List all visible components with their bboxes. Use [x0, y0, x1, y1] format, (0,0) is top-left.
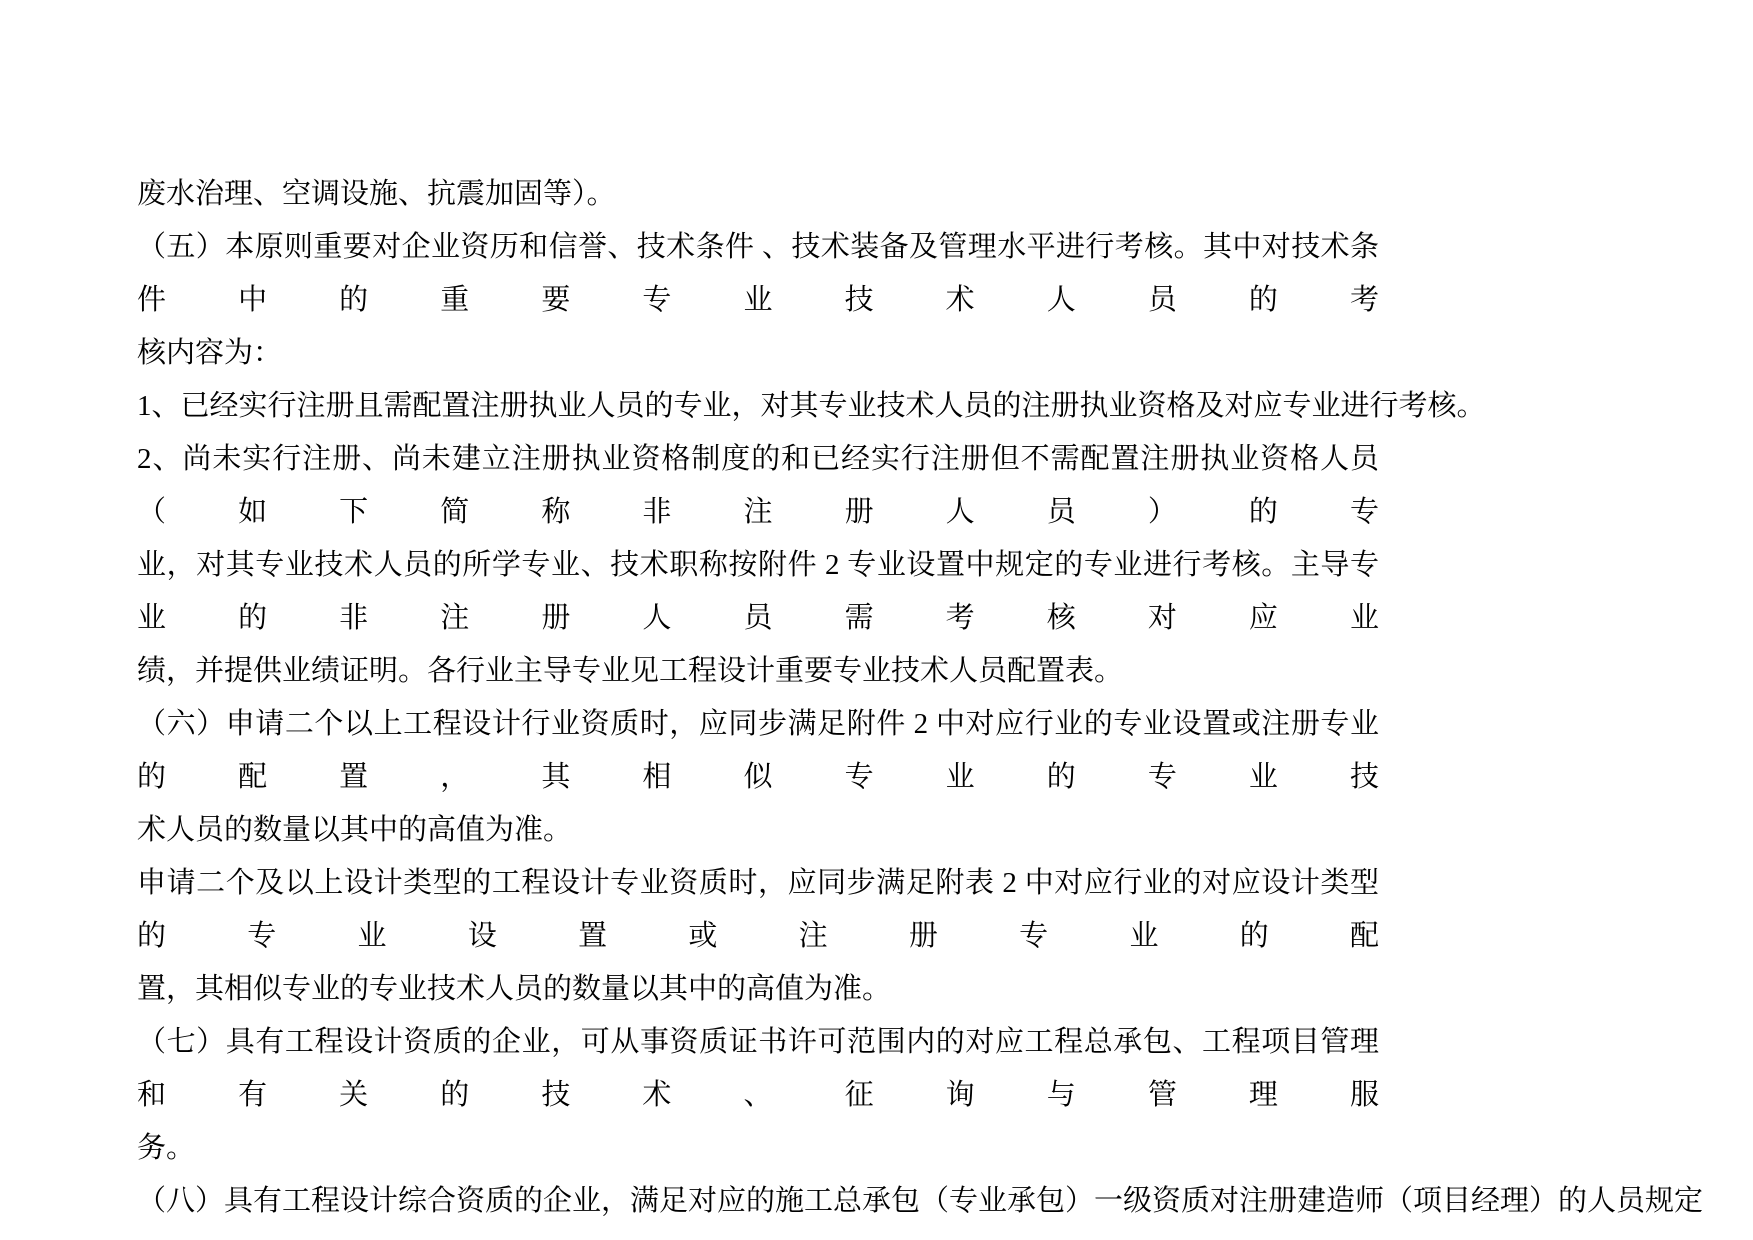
text-line: 核内容为：: [137, 337, 283, 369]
text-line: （八）具有工程设计综合资质的企业，满足对应的施工总承包（专业承包）一级资质对注册建造师（项目经理）的人员规定: [137, 1185, 1704, 1217]
text-line: 废水治理、空调设施、抗震加固等）。: [137, 178, 616, 210]
text-line: 置，其相似专业的专业技术人员的数量以其中的高值为准。: [137, 973, 892, 1005]
text-line: 绩，并提供业绩证明。各行业主导专业见工程设计重要专业技术人员配置表。: [137, 655, 1124, 687]
document-body: [137, 168, 1704, 1228]
text-line: （六）申请二个以上工程设计行业资质时，应同步满足附件 2 中对应行业的专业设置或注册专业的配置，其相似专业的专业技: [137, 708, 1379, 793]
text-line: 务。: [137, 1132, 196, 1164]
text-line: 术人员的数量以其中的高值为准。: [137, 814, 573, 846]
text-line: （七）具有工程设计资质的企业，可从事资质证书许可范围内的对应工程总承包、工程项目管理和有关的技术、征询与管理服: [137, 1026, 1379, 1111]
text-line: 1、已经实行注册且需配置注册执业人员的专业，对其专业技术人员的注册执业资格及对应专业进行考核。: [137, 390, 1486, 422]
text-line: 业，对其专业技术人员的所学专业、技术职称按附件 2 专业设置中规定的专业进行考核。主导专业的非注册人员需考核对应业: [137, 549, 1379, 634]
text-line: 2、尚未实行注册、尚未建立注册执业资格制度的和已经实行注册但不需配置注册执业资格人员（如下简称非注册人员）的专: [137, 443, 1379, 528]
text-line: （五）本原则重要对企业资历和信誉、技术条件 、技术装备及管理水平进行考核。其中对技术条件中的重要专业技术人员的考: [137, 231, 1379, 316]
text-line: 申请二个及以上设计类型的工程设计专业资质时，应同步满足附表 2 中对应行业的对应设计类型的专业设置或注册专业的配: [137, 867, 1379, 952]
